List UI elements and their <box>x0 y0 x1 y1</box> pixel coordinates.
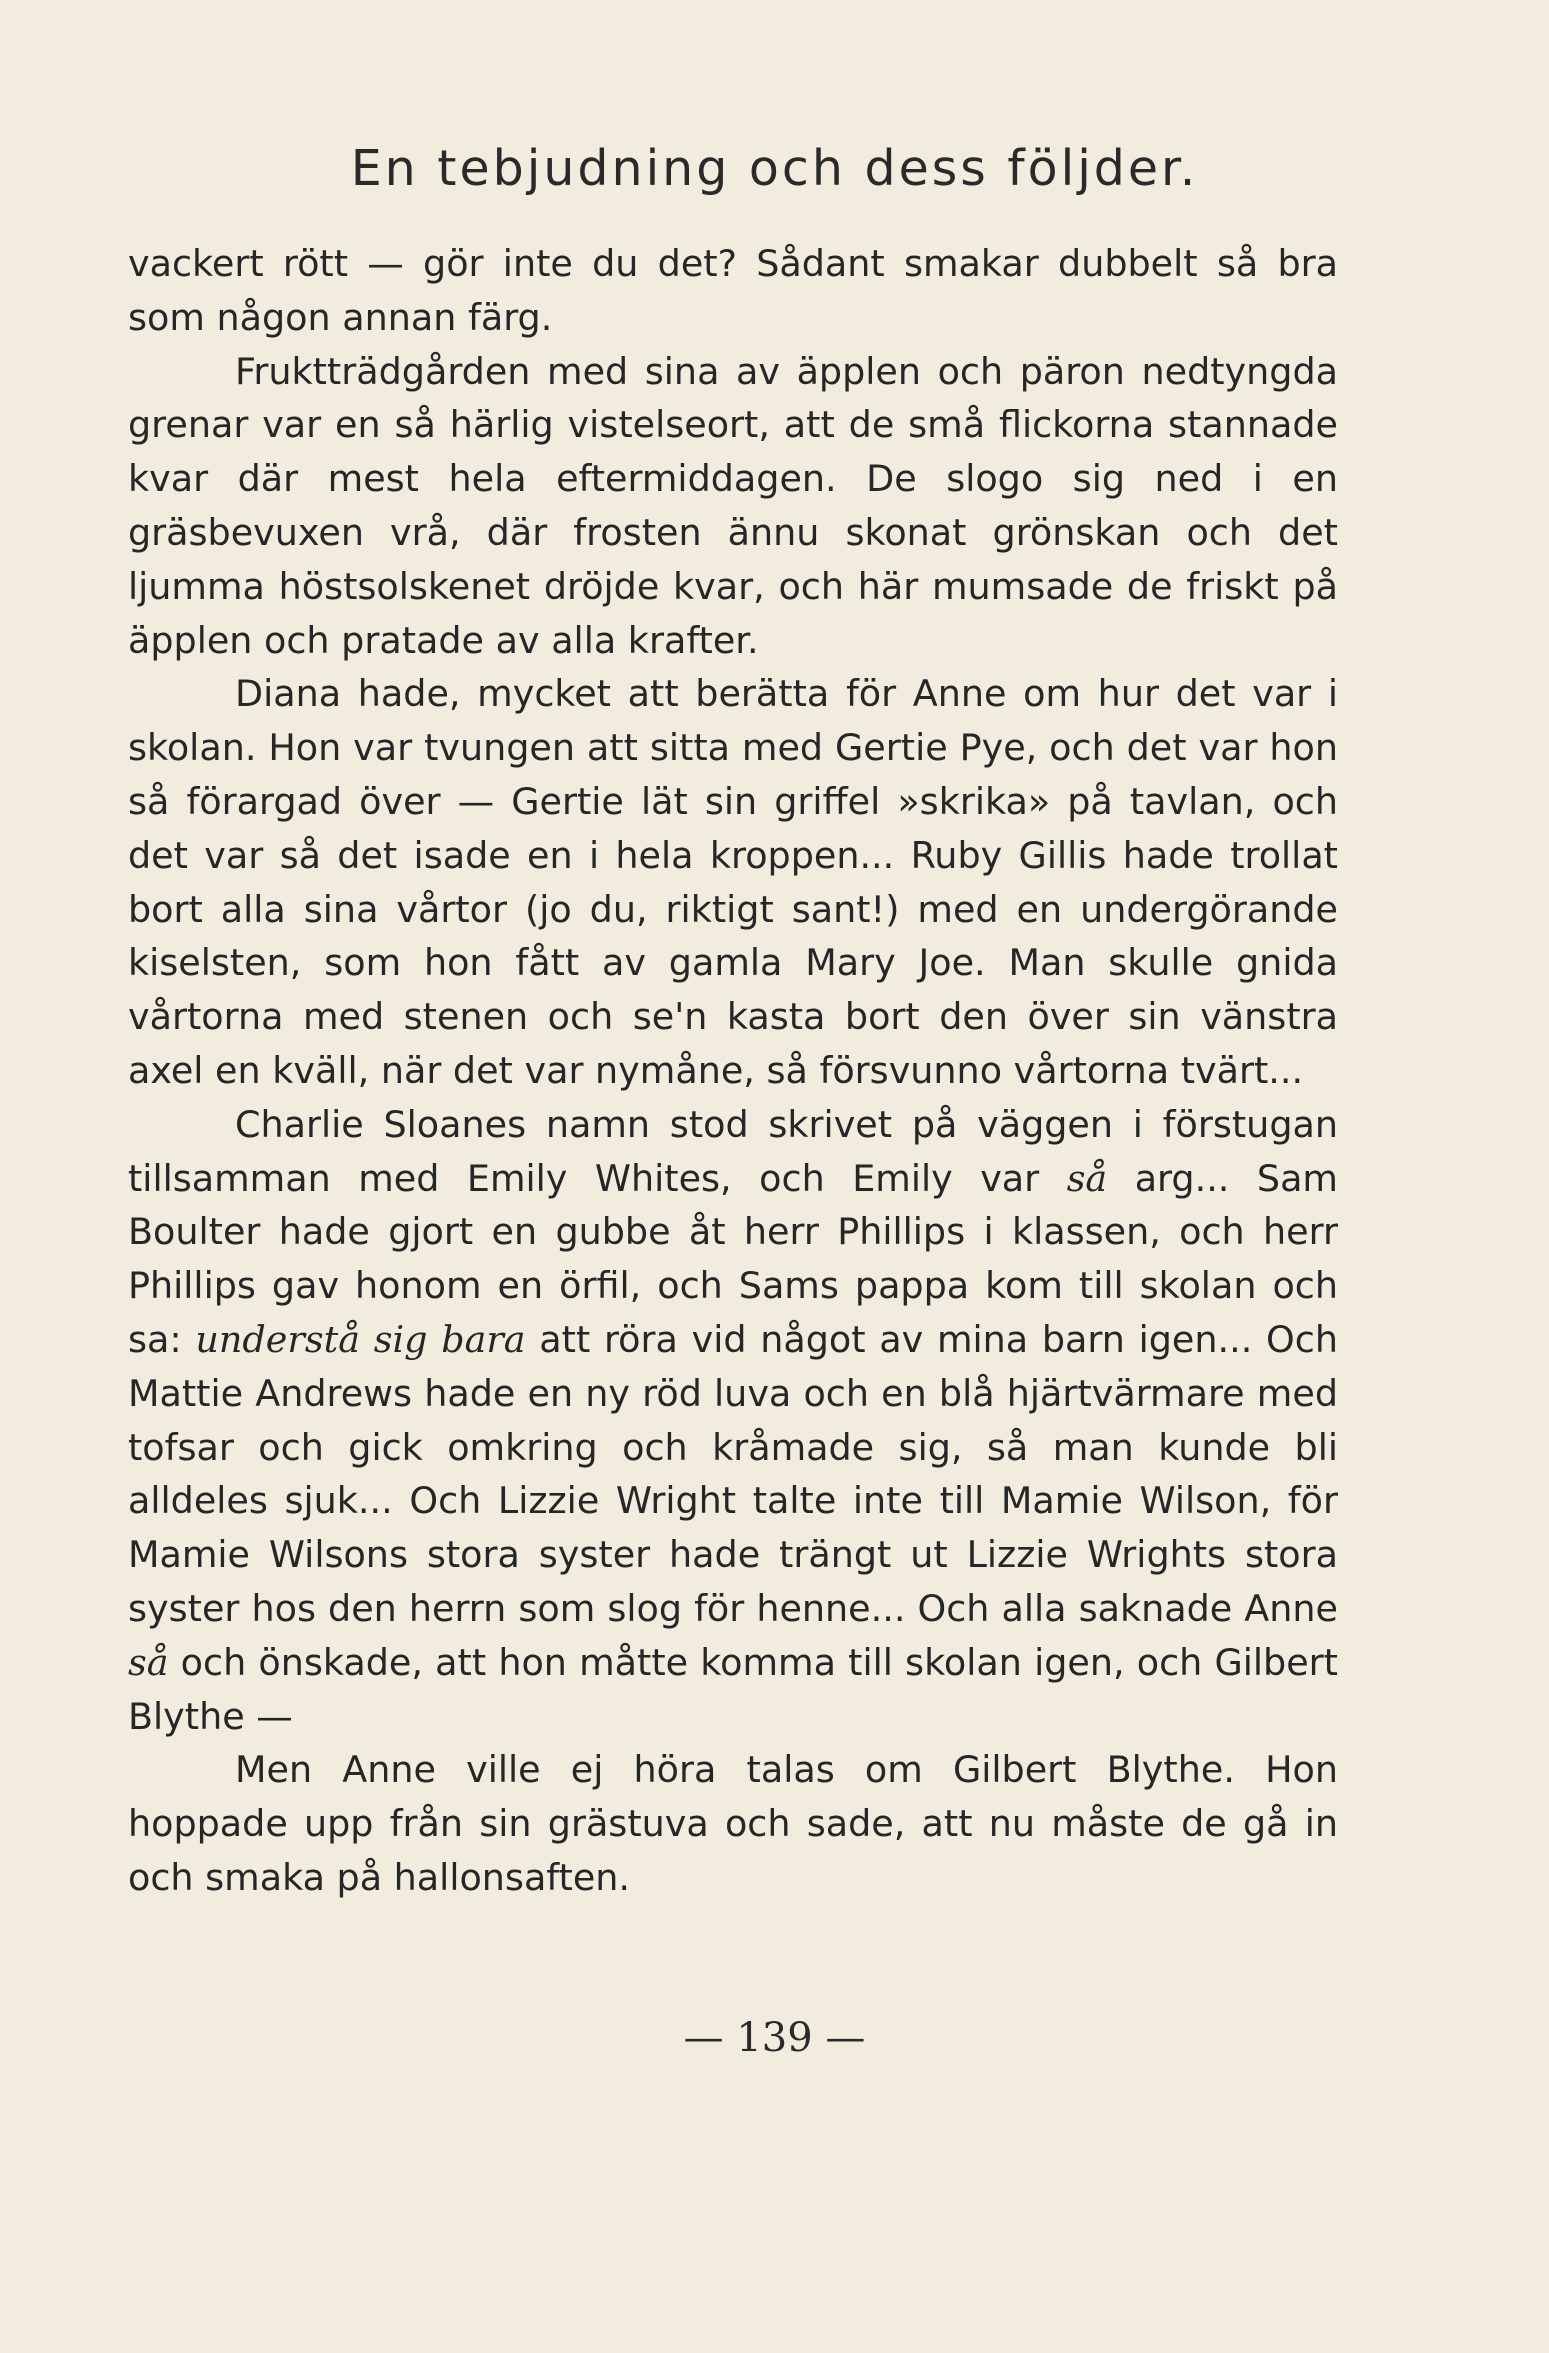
paragraph-diana-school-news <box>128 667 1338 1097</box>
paragraph-text: Diana hade, mycket att berätta för Anne om hur det var i skolan. Hon var tvungen att sitta med Gertie Pye, och det var hon så förargad över — Gertie lät sin griffel »skrika» på tavlan, och det var så det isade en i hela kroppen... Ruby Gillis hade trollat bort alla sina vårtor (jo du, riktigt sant!) med en undergörande kiselsten, som hon fått av gamla Mary Joe. Man skulle gnida vårtorna med stenen och se'n kasta bort den över sin vänstra axel en kväll, när det var nymåne, så försvunno vårtorna tvärt... <box>128 672 1338 1092</box>
emphasis-text: så <box>128 1640 169 1684</box>
running-header <box>0 140 1549 197</box>
page-body-text <box>128 237 1338 1905</box>
page-footer <box>0 2015 1549 2061</box>
paragraph-charlie-sloane <box>128 1098 1338 1744</box>
paragraph-text: Charlie Sloanes namn stod skrivet på väggen i förstugan tillsamman med Emily Whites, och Emily var <box>128 1102 1338 1200</box>
paragraph-text: arg... Sam Boulter hade gjort en gubbe åt herr Phillips i klassen, och herr Phillips gav honom en örfil, och Sams pappa kom till skolan och sa: <box>128 1156 1338 1361</box>
paragraph-orchard <box>128 345 1338 668</box>
paragraph-text: att röra vid något av mina barn igen... Och Mattie Andrews hade en ny röd luva och en blå hjärtvärmare med tofsar och gick omkring och kråmade sig, så man kunde bli alldeles sjuk... Och Lizzie Wright talte inte till Mamie Wilson, för Mamie Wilsons stora syster hade trängt ut Lizzie Wrights stora syster hos den herrn som slog för henne... Och alla saknade Anne <box>128 1317 1338 1630</box>
paragraph-anne-gilbert <box>128 1743 1338 1904</box>
paragraph-text: och önskade, att hon måtte komma till skolan igen, och Gilbert Blythe — <box>128 1640 1338 1738</box>
emphasis-text: så <box>1066 1156 1108 1200</box>
paragraph-text: Fruktträdgården med sina av äpplen och päron nedtyngda grenar var en så härlig vistelseort, att de små flickorna stannade kvar där mest hela eftermiddagen. De slogo sig ned i en gräsbevuxen vrå, där frosten ännu skonat grönskan och det ljumma höstsolskenet dröjde kvar, och här mumsade de friskt på äpplen och pratade av alla krafter. <box>128 349 1338 662</box>
running-title: En tebjudning och dess följder. <box>350 140 1199 197</box>
paragraph-text: vackert rött — gör inte du det? Sådant smakar dubbelt så bra som någon annan färg. <box>128 242 1338 339</box>
emphasis-text: understå sig bara <box>195 1317 526 1361</box>
page-number: — 139 — <box>683 2015 866 2061</box>
paragraph-continuation <box>128 237 1338 345</box>
paragraph-text: Men Anne ville ej höra talas om Gilbert Blythe. Hon hoppade upp från sin grästuva och sade, att nu måste de gå in och smaka på hallonsaften. <box>128 1748 1338 1899</box>
